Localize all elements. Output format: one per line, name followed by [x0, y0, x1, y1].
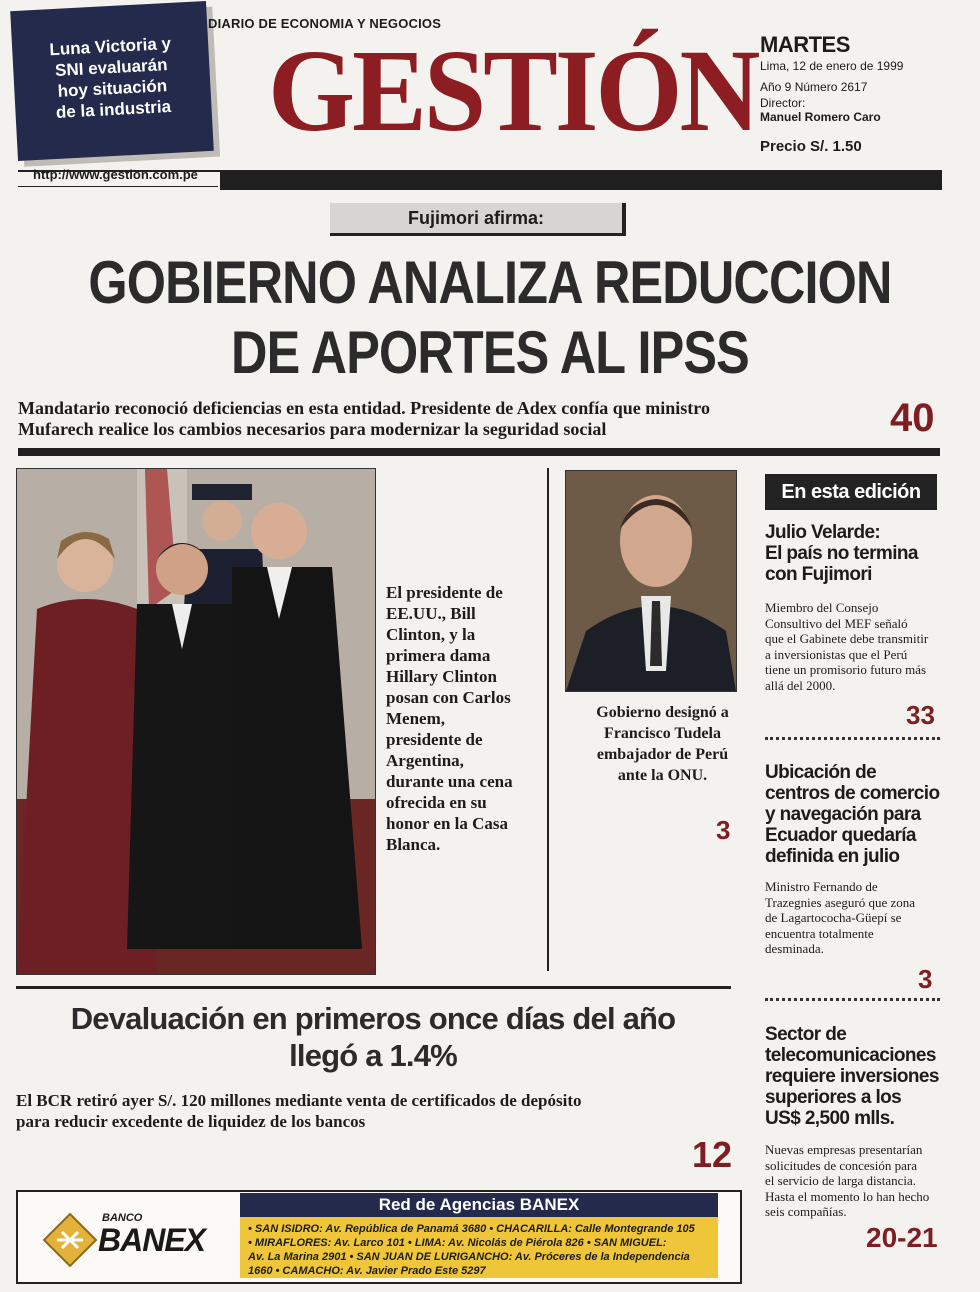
- sidebar-item-2-text: Ministro Fernando de Trazegnies aseguró que zona de Lagartococha-Güepí se encuentra totalmente desminada.: [765, 879, 916, 956]
- lead-kicker: Fujimori afirma:: [330, 203, 626, 236]
- banex-logo-icon: [40, 1210, 100, 1270]
- photo-second-page: 3: [716, 815, 731, 845]
- masthead-logo: GESTIÓN: [268, 25, 758, 157]
- lead-rule: [18, 448, 940, 456]
- director-label: Director:: [760, 96, 806, 110]
- lead-headline: GOBIERNO ANALIZA REDUCCION DE APORTES AL IPSS: [88, 249, 892, 386]
- edition-date: Lima, 12 de enero de 1999: [760, 59, 904, 73]
- masthead-dark-bar: [220, 172, 942, 190]
- sidebar-item-3-page: 20-21: [866, 1222, 938, 1253]
- sidebar-item-3-title[interactable]: Sector de telecomunicaciones requiere inversiones superiores a los US$ 2,500 mlls.: [765, 1024, 939, 1129]
- ear-text: Luna Victoria y SNI evaluarán hoy situación de la industria: [48, 33, 172, 122]
- sidebar-item-3-text: Nuevas empresas presentarían solicitudes de concesión para el servicio de larga distancia. Hasta el momento lo han hecho seis compañías.: [765, 1142, 930, 1219]
- photo-second-caption: Gobierno designó a Francisco Tudela embajador de Perú ante la ONU.: [596, 704, 729, 784]
- banex-logo-big: BANEX: [98, 1222, 206, 1258]
- second-story-rule: [16, 986, 731, 989]
- ad-agencies-list: • SAN ISIDRO: Av. República de Panamá 3680 • CHACARILLA: Calle Montegrande 105 • MIRAFLORES: Av. Larco 101 • LIMA: Av. Nicolás de Piérola 826 • SAN MIGUEL: Av. La Marina 2901 • SAN JUAN DE LURIGANCHO: Av. Próceres de la Independencia 1660 • CAMACHO: Av. Javier Prado Este 5297: [248, 1223, 695, 1277]
- photo-illustration: [566, 471, 736, 691]
- sidebar-item-2-page: 3: [918, 964, 933, 994]
- director-name: Manuel Romero Caro: [760, 110, 881, 124]
- edition-issue: Año 9 Número 2617: [760, 80, 868, 94]
- masthead-tagline: DIARIO DE ECONOMIA Y NEGOCIOS: [208, 16, 442, 31]
- banex-logo: [40, 1208, 224, 1268]
- url-underline: [18, 186, 218, 187]
- sidebar-item-1-page: 33: [906, 700, 935, 730]
- second-story-headline: Devaluación en primeros once días del año llegó a 1.4%: [70, 1001, 676, 1073]
- lead-page-number: 40: [890, 396, 935, 440]
- second-story-deck: El BCR retiró ayer S/. 120 millones mediante venta de certificados de depósito para reducir excedente de liquidez de los bancos: [16, 1091, 582, 1131]
- ear-box: [10, 1, 214, 161]
- photo-main-caption: El presidente de EE.UU., Bill Clinton, y la primera dama Hillary Clinton posan con Carlos Menem, presidente de Argentina, durante una cena ofrecida en su honor en la Casa Blanca.: [386, 583, 513, 854]
- sidebar-item-1-title[interactable]: Julio Velarde: El país no termina con Fujimori: [765, 522, 918, 585]
- site-url-link[interactable]: http://www.gestion.com.pe: [33, 167, 198, 182]
- sidebar-divider: [765, 998, 940, 1001]
- sidebar-item-2-title[interactable]: Ubicación de centros de comercio y navegación para Ecuador quedaría definida en julio: [765, 762, 940, 867]
- edition-price: Precio S/. 1.50: [760, 138, 862, 155]
- photo-tudela: [565, 470, 737, 692]
- edition-day: MARTES: [760, 32, 850, 57]
- sidebar-item-1-text: Miembro del Consejo Consultivo del MEF señaló que el Gabinete debe transmitir a inversionistas que el Perú tiene un promisorio futuro más allá del 2000.: [765, 600, 929, 693]
- column-divider: [547, 468, 549, 971]
- sidebar-heading: En esta edición: [765, 474, 937, 510]
- photo-illustration: [17, 469, 375, 974]
- ad-banner: Red de Agencias BANEX: [240, 1193, 718, 1217]
- sidebar-divider: [765, 737, 940, 740]
- banex-logo-small: BANCO: [102, 1212, 143, 1224]
- photo-clinton-menem: [16, 468, 376, 975]
- lead-deck: Mandatario reconoció deficiencias en esta entidad. Presidente de Adex confía que ministro Mufarech realice los cambios necesarios para modernizar la seguridad social: [18, 398, 710, 439]
- second-story-page: 12: [692, 1134, 733, 1175]
